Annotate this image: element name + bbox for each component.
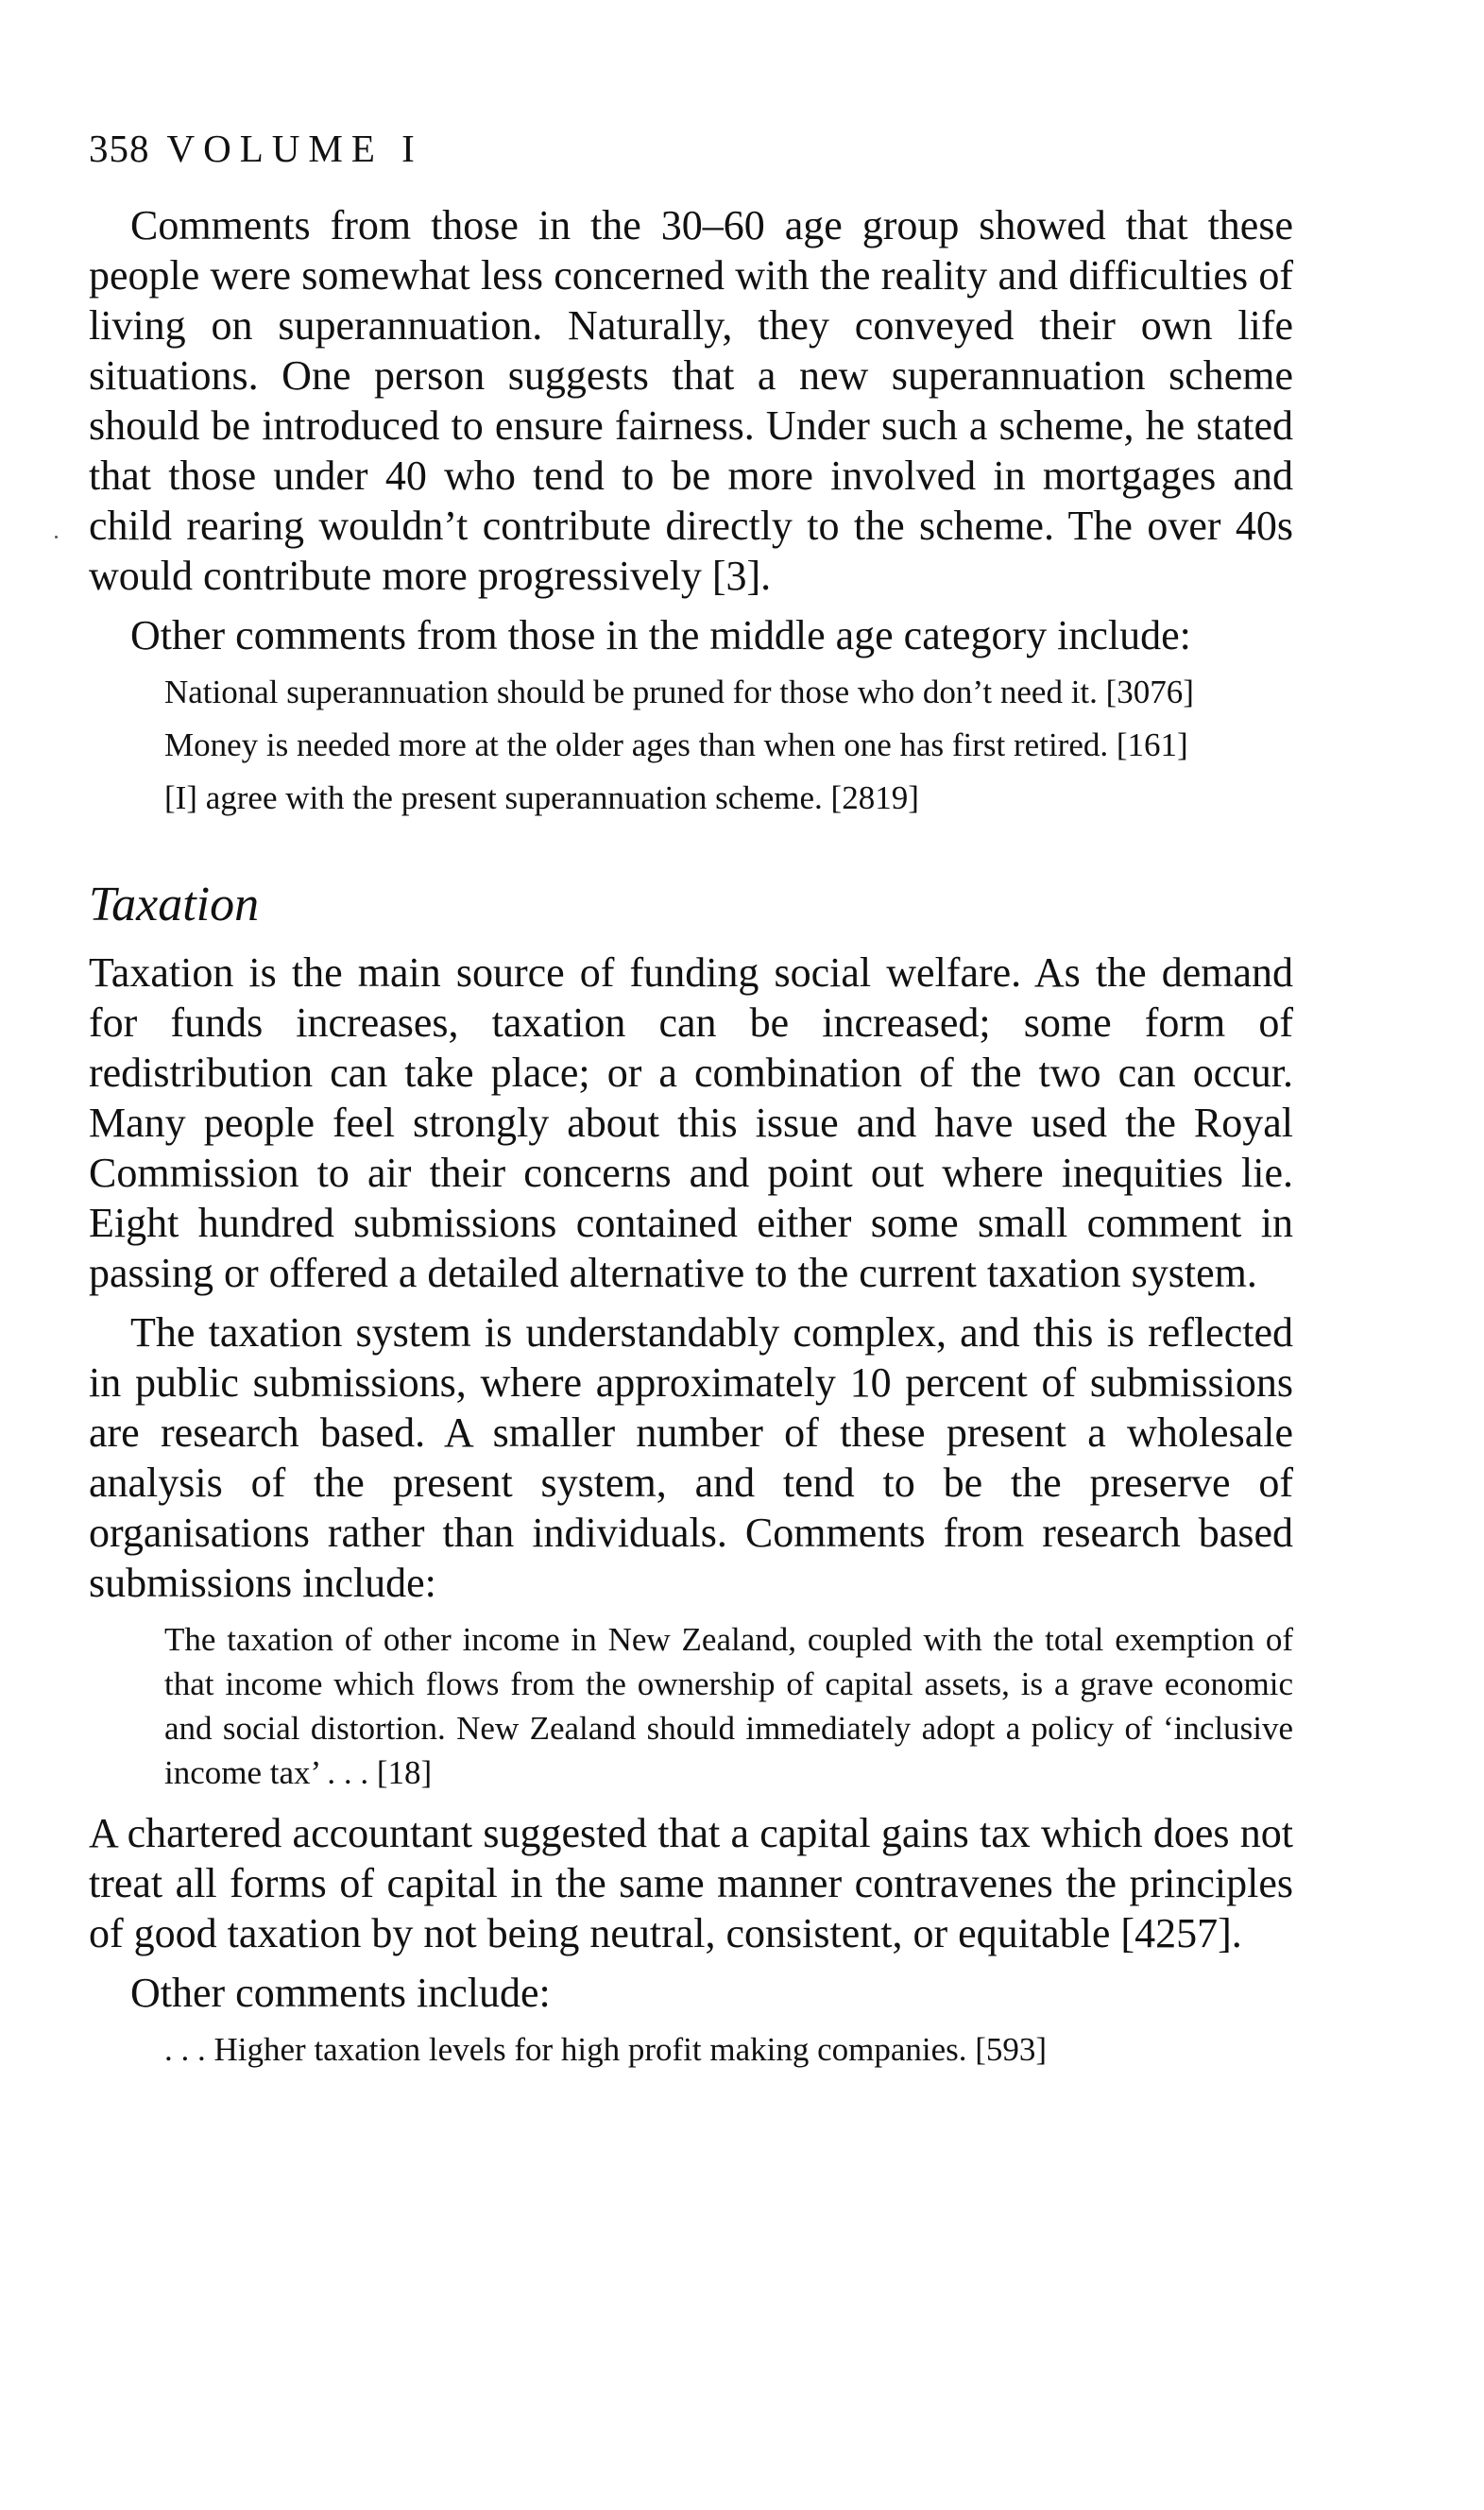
quote-3076: National superannuation should be pruned for those who don’t need it. [3076]: [164, 674, 1194, 710]
paragraph-middle-age-intro: Other comments from those in the middle age category include:: [130, 612, 1191, 658]
document-page: [89, 125, 1293, 2080]
section-heading-taxation: Taxation: [89, 878, 260, 931]
paragraph-other-comments: Other comments include:: [130, 1970, 551, 2016]
page-number: 358: [89, 127, 150, 170]
margin-mark: [55, 536, 58, 538]
quote-2819: [I] agree with the present superannuation scheme. [2819]: [164, 779, 919, 816]
quote-161: Money is needed more at the older ages than when one has first retired. [161]: [164, 726, 1188, 763]
paragraph-age-group: Comments from those in the 30–60 age group showed that these people were somewhat less concerned with the reality and difficulties of living on superannuation. Naturally, they conveyed their own life situations. One person suggests that a new superannuation scheme should be introduced to ensure fairness. Under such a scheme, he stated that those under 40 who tend to be more involved in mortgages and child rearing wouldn’t contribute directly to the scheme. The over 40s would contribute more progressively [3].: [89, 202, 1293, 599]
paragraph-taxation-intro: Taxation is the main source of funding social welfare. As the demand for funds increases, taxation can be increased; some form of redistribution can take place; or a combination of the two can occur. Many people feel strongly about this issue and have used the Royal Commission to air their concerns and point out where inequities lie. Eight hundred submissions contained either some small comment in passing or offered a detailed alternative to the current taxation system.: [89, 949, 1293, 1296]
paragraph-chartered-accountant: A chartered accountant suggested that a capital gains tax which does not treat all forms of capital in the same manner contravenes the principles of good taxation by not being neutral, consistent, or equitable [4257].: [89, 1810, 1293, 1956]
quote-593: . . . Higher taxation levels for high profit making companies. [593]: [164, 2031, 1048, 2068]
running-head: [89, 125, 1293, 172]
quote-18: The taxation of other income in New Zealand, coupled with the total exemption of that income which flows from the ownership of capital assets, is a grave economic and social distortion. New Zealand should immediately adopt a policy of ‘inclusive income tax’ . . . [18]: [164, 1621, 1293, 1791]
paragraph-taxation-complexity: The taxation system is understandably complex, and this is reflected in public submissions, where approximately 10 percent of submissions are research based. A smaller number of these present a wholesale analysis of the present system, and tend to be the preserve of organisations rather than individuals. Comments from research based submissions include:: [89, 1309, 1293, 1606]
volume-label: VOLUME I: [166, 127, 423, 170]
